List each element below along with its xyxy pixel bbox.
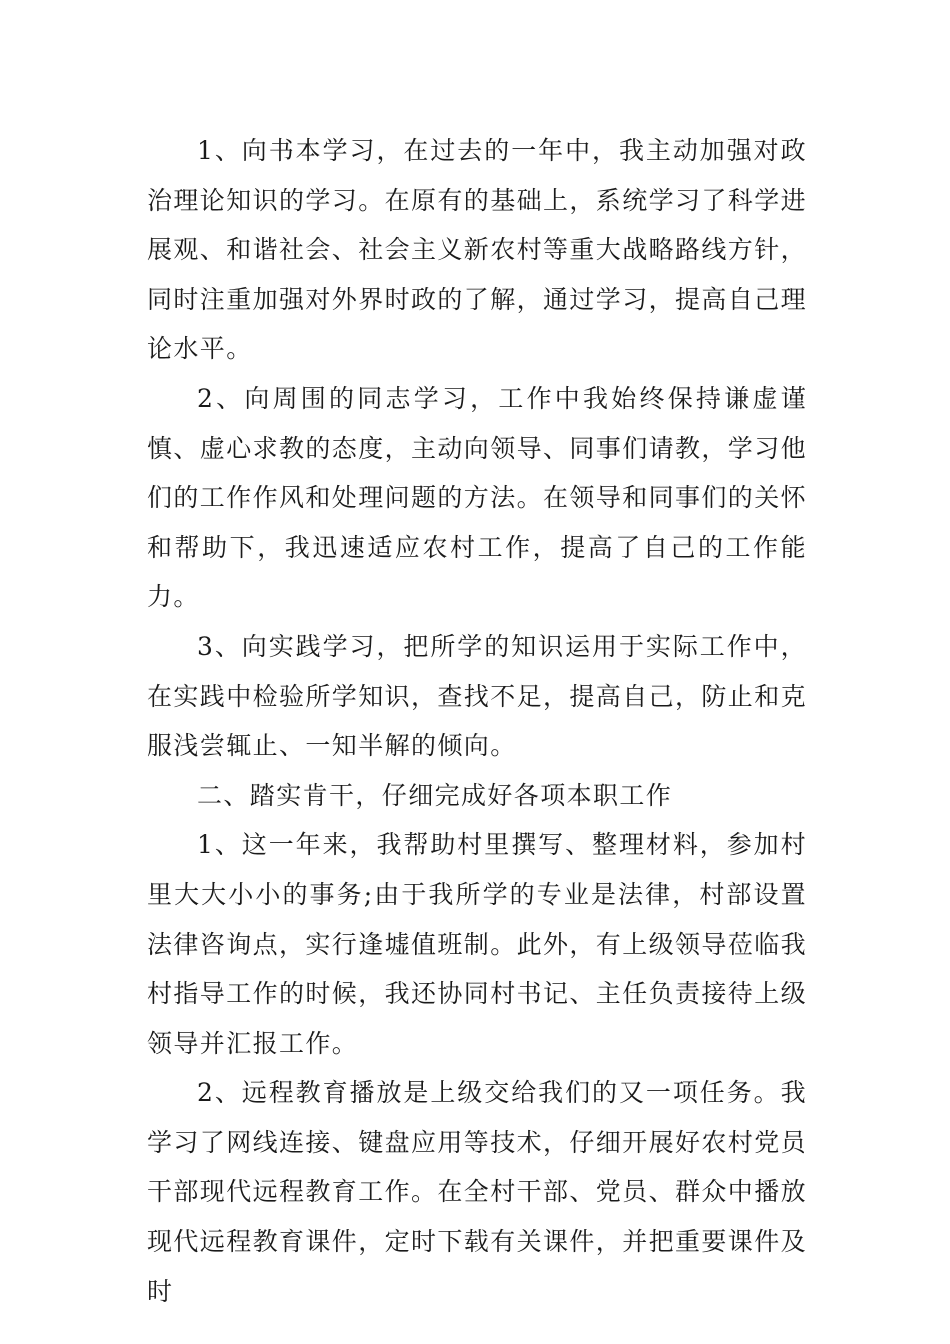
paragraph-study-practice: 3、向实践学习，把所学的知识运用于实际工作中，在实践中检验所学知识，查找不足，提高自己，防止和克服浅尝辄止、一知半解的倾向。 [147,631,808,761]
paragraph-study-colleagues: 2、向周围的同志学习，工作中我始终保持谦虚谨慎、虚心求教的态度，主动向领导、同事们请教，学习他们的工作作风和处理问题的方法。在领导和同事们的关怀和帮助下，我迅速适应农村工作，提高了自己的工作能力。 [147,383,808,612]
paragraph-village-affairs: 1、这一年来，我帮助村里撰写、整理材料，参加村里大大小小的事务;由于我所学的专业是法律，村部设置法律咨询点，实行逢墟值班制。此外，有上级领导莅临我村指导工作的时候，我还协同村书记、主任负责接待上级领导并汇报工作。 [147,830,808,1058]
section-heading-work-duties: 二、踏实肯干，仔细完成好各项本职工作 [197,780,673,810]
paragraph-study-books: 1、向书本学习，在过去的一年中，我主动加强对政治理论知识的学习。在原有的基础上，系统学习了科学进展观、和谐社会、社会主义新农村等重大战略路线方针，同时注重加强对外界时政的了解，通过学习，提高自己理论水平。 [147,136,808,364]
document-body [147,126,807,1316]
paragraph-remote-education: 2、远程教育播放是上级交给我们的又一项任务。我学习了网线连接、键盘应用等技术，仔细开展好农村党员干部现代远程教育工作。在全村干部、党员、群众中播放现代远程教育课件，定时下载有关课件，并把重要课件及时 [147,1078,808,1306]
